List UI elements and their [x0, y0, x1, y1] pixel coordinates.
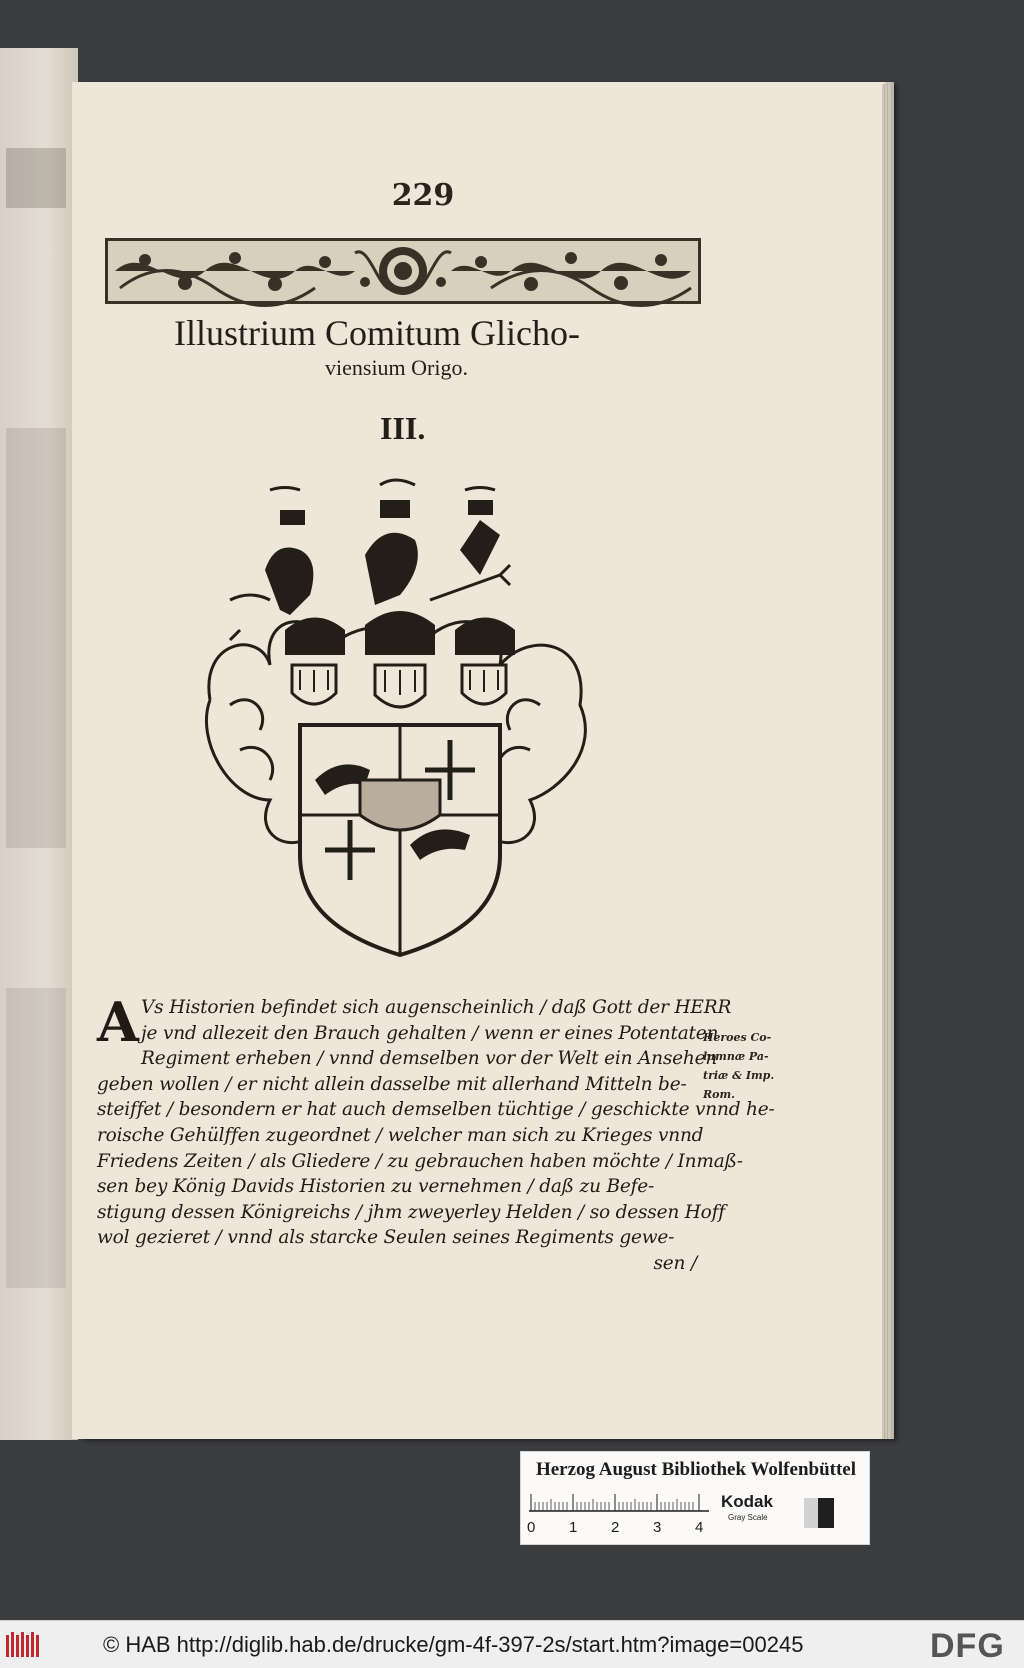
coat-of-arms-illustration — [200, 490, 600, 960]
gray-patch-dark — [818, 1498, 834, 1528]
text-line: wol gezieret / vnnd als starcke Seulen seines Regiments gewe- — [97, 1227, 675, 1249]
gray-patch-light — [804, 1498, 818, 1528]
margin-note-line: Heroes Co- — [703, 1031, 772, 1044]
section-number: III. — [380, 410, 426, 446]
text-line: Regiment erheben / vnnd demselben vor der Welt ein Ansehen — [141, 1048, 718, 1070]
ruler-label: 4 — [695, 1519, 704, 1536]
library-logo-icon — [4, 1629, 44, 1661]
text-line: Friedens Zeiten / als Gliedere / zu gebrauchen haben möchte / Inmaß- — [97, 1150, 743, 1172]
text-line: Vs Historien befindet sich augenscheinlich / daß Gott der HERR — [141, 997, 732, 1018]
text-line: sen bey König Davids Historien zu vernehmen / daß zu Befe- — [97, 1176, 655, 1198]
text-line: roische Gehülffen zugeordnet / welcher man sich zu Krieges vnnd — [97, 1124, 704, 1146]
previous-page-edge — [0, 48, 78, 1440]
page-title-continuation: viensium Origo. — [325, 355, 468, 380]
ruler-label: 1 — [569, 1519, 578, 1536]
library-name: Herzog August Bibliothek Wolfenbüttel — [535, 1459, 857, 1480]
drop-cap: A — [97, 990, 139, 1054]
kodak-label: Kodak — [721, 1492, 773, 1511]
gray-scale-label: Gray Scale — [728, 1513, 768, 1522]
ruler-scale-icon — [529, 1492, 719, 1512]
text-line: sen / — [653, 1252, 697, 1274]
copyright-link[interactable]: © HAB http://diglib.hab.de/drucke/gm-4f-397-2s/start.htm?image=00245 — [103, 1632, 804, 1657]
library-scale-card — [520, 1451, 870, 1545]
decorative-headpiece — [105, 238, 701, 304]
margin-note-line: triæ & Imp. — [703, 1069, 775, 1082]
text-line: steiffet / besondern er hat auch demselben tüchtige / geschickte vnnd he- — [97, 1099, 775, 1121]
text-line: je vnd allezeit den Brauch gehalten / wenn er eines Potentaten — [141, 1022, 719, 1044]
margin-note-line: Rom. — [703, 1088, 735, 1101]
ruler-label: 2 — [611, 1519, 620, 1536]
ruler-label: 0 — [527, 1519, 536, 1536]
margin-note-line: lumnæ Pa- — [703, 1050, 769, 1063]
page-stack-edge — [882, 84, 890, 1439]
dfg-logo: DFG — [930, 1627, 1005, 1665]
page-title: Illustrium Comitum Glicho- — [174, 313, 580, 353]
footer-bar — [0, 1620, 1024, 1668]
text-line: stigung dessen Königreichs / jhm zweyerley Helden / so dessen Hoff — [97, 1201, 725, 1223]
text-line: geben wollen / er nicht allein dasselbe mit allerhand Mitteln be- — [97, 1073, 687, 1095]
ruler-label: 3 — [653, 1519, 662, 1536]
margin-note — [703, 1028, 783, 1104]
page-number: 229 — [391, 178, 455, 213]
